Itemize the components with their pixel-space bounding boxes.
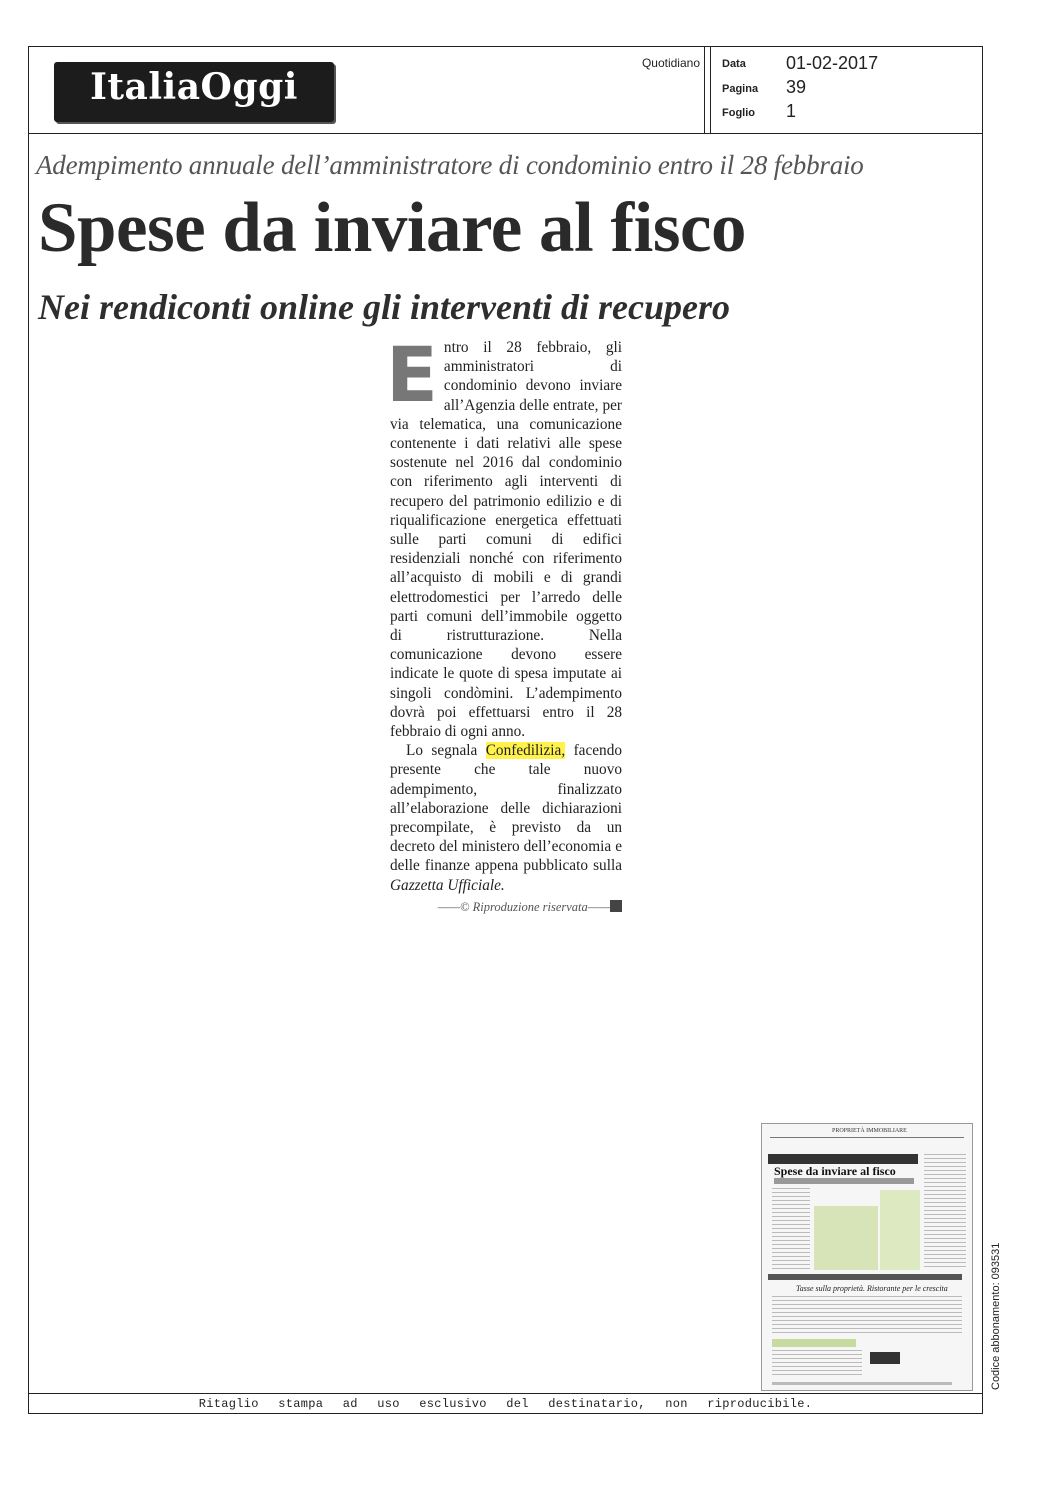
- thumbnail-column-1: [772, 1188, 810, 1270]
- highlighted-confedilizia: Confedilizia,: [485, 742, 566, 760]
- header-divider: [28, 133, 983, 134]
- drop-cap: E: [386, 330, 438, 419]
- thumbnail-footer-line: [772, 1382, 952, 1385]
- thumbnail-column-right: [924, 1154, 966, 1270]
- thumbnail-ad-logo: [870, 1352, 900, 1364]
- thumbnail-second-band: [768, 1274, 962, 1280]
- thumbnail-green-strip: [772, 1339, 856, 1347]
- thumbnail-subhead-bar: [774, 1178, 914, 1184]
- article-kicker: Adempimento annuale dell’amministratore di condominio entro il 28 febbraio: [36, 150, 864, 180]
- date-value: 01-02-2017: [786, 53, 879, 73]
- reproduction-notice: [390, 898, 622, 917]
- thumbnail-columns-lower: [772, 1296, 962, 1336]
- sheet-label: Foglio: [722, 107, 755, 119]
- logo-text: ItaliaOggi: [90, 66, 298, 108]
- date-label: Data: [722, 58, 746, 70]
- thumbnail-headline: Spese da inviare al fisco: [774, 1164, 896, 1178]
- meta-divider-left: [704, 46, 705, 133]
- paragraph-1-text: ntro il 28 febbraio, gli amministratori di condominio devono inviare all’Agenzia delle entrate, per via telematica, una comunicazione contenente i dati relativi alle spese sostenute nel 2016 dal condominio con riferimento agli interventi di recupero del patrimonio edilizio e di riqualificazione energetica effettuati sulle parti comuni di edifici residenziali nonché con riferimento all’acquisto di mobili e di grandi elettrodomestici per l’arredo delle parti comuni dell’immobile oggetto di ristrutturazione. Nella comunicazione devono essere indicate le quote di spesa imputate ai singoli condòmini. L’adempimento dovrà poi effettuarsi entro il 28 febbraio di ogni anno.: [390, 339, 622, 741]
- thumbnail-section: PROPRIETÀ IMMOBILIARE: [832, 1128, 907, 1134]
- article-headline: Spese da inviare al fisco: [38, 189, 747, 267]
- thumbnail-columns-bottom: [772, 1350, 862, 1378]
- paragraph-2-start: Lo segnala: [406, 742, 486, 760]
- subscription-code: Codice abbonamento: 093531: [990, 1242, 1002, 1390]
- sheet-value: 1: [786, 101, 797, 121]
- footer-divider: [28, 1393, 983, 1394]
- body-paragraph-2: [390, 741, 622, 895]
- publication-type: Quotidiano: [641, 56, 700, 70]
- page-label: Pagina: [722, 83, 759, 95]
- end-square-icon: [610, 900, 622, 912]
- paragraph-2-rest: facendo presente che tale nuovo adempimento, finalizzato all’elaborazione delle dichiarazioni precompilate, è previsto da un decreto del ministero dell’economia e delle finanze appena pubblicato sulla: [390, 742, 622, 875]
- thumbnail-highlight-box: [814, 1206, 878, 1270]
- article-subhead: Nei rendiconti online gli interventi di recupero: [38, 287, 730, 327]
- footer-note: Ritaglio stampa ad uso esclusivo del destinatario, non riproducibile.: [198, 1397, 813, 1411]
- thumbnail-kicker-band: [768, 1154, 918, 1164]
- gazzetta-ufficiale: Gazzetta Ufficiale.: [390, 876, 505, 894]
- page-thumbnail: [761, 1123, 973, 1391]
- article-body: [386, 330, 622, 917]
- meta-divider-right: [710, 46, 711, 133]
- italiaoggi-logo: [54, 62, 334, 122]
- thumbnail-highlight-box-2: [880, 1190, 920, 1270]
- thumbnail-second-headline: Tasse sulla proprietà. Ristorante per le crescita: [796, 1284, 948, 1293]
- page-value: 39: [786, 77, 807, 97]
- reproduction-text: ——© Riproduzione riservata——: [437, 899, 610, 914]
- body-paragraph-1: [386, 330, 622, 741]
